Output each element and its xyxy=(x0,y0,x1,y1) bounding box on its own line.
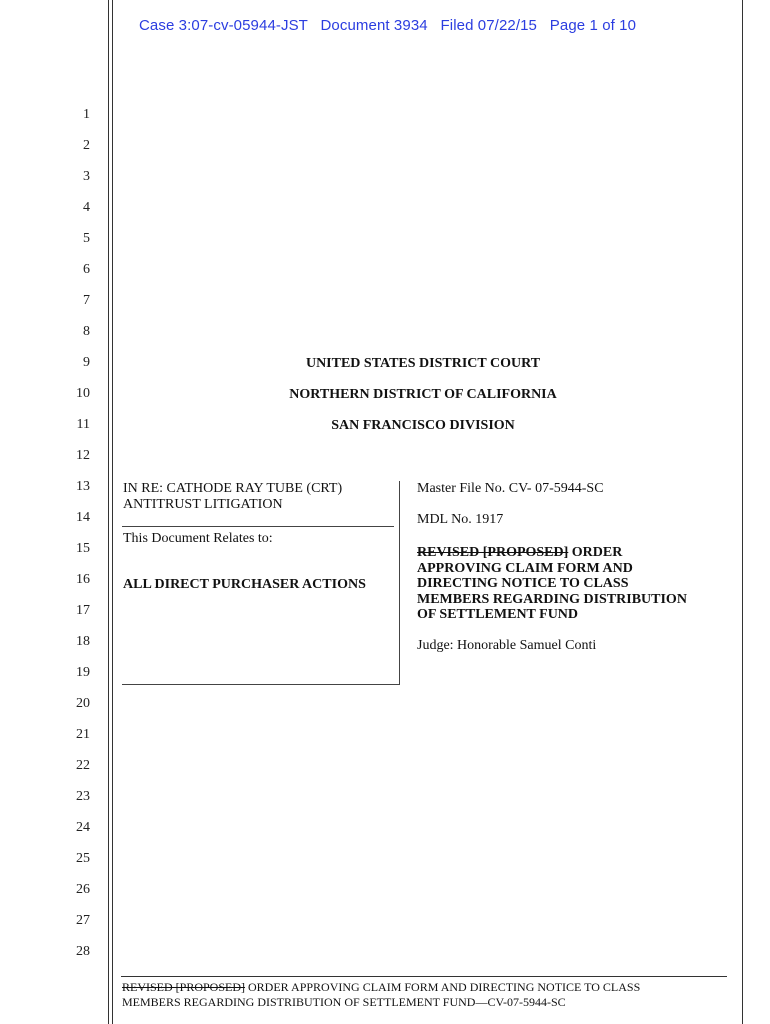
line-number: 28 xyxy=(76,944,90,959)
line-number: 18 xyxy=(76,634,90,649)
line-number: 1 xyxy=(83,107,90,122)
line-number: 10 xyxy=(76,386,90,401)
right-margin-rule xyxy=(742,0,743,1024)
struck-title-text: REVISED [PROPOSED] xyxy=(417,545,569,560)
footer-line-1-text: ORDER APPROVING CLAIM FORM AND DIRECTING NOTICE TO CLASS xyxy=(245,980,641,994)
related-actions: ALL DIRECT PURCHASER ACTIONS xyxy=(123,577,366,592)
line-number: 23 xyxy=(76,789,90,804)
document-title-line-2: APPROVING CLAIM FORM AND xyxy=(417,560,633,576)
line-number: 25 xyxy=(76,851,90,866)
line-number: 21 xyxy=(76,727,90,742)
line-number: 3 xyxy=(83,169,90,184)
ecf-filed-date: Filed 07/22/15 xyxy=(440,17,537,34)
footer-line-2: MEMBERS REGARDING DISTRIBUTION OF SETTLEMENT FUND—CV-07-5944-SC xyxy=(122,995,566,1009)
line-number: 27 xyxy=(76,913,90,928)
ecf-page-count: Page 1 of 10 xyxy=(549,17,637,34)
document-title-order: ORDER xyxy=(568,545,623,560)
line-number: 7 xyxy=(83,293,90,308)
line-number: 12 xyxy=(76,448,90,463)
line-number: 14 xyxy=(76,510,90,525)
ecf-case-number: Case 3:07-cv-05944-JST xyxy=(139,17,308,34)
footer-rule xyxy=(121,976,727,977)
caption-bottom-rule xyxy=(122,684,400,685)
line-number: 17 xyxy=(76,603,90,618)
line-number: 19 xyxy=(76,665,90,680)
document-title xyxy=(417,545,727,623)
line-number: 4 xyxy=(83,200,90,215)
mdl-number: MDL No. 1917 xyxy=(417,512,504,527)
line-number: 16 xyxy=(76,572,90,587)
line-number: 5 xyxy=(83,231,90,246)
footer-line-1 xyxy=(122,980,732,995)
line-number: 13 xyxy=(76,479,90,494)
document-title-line-5: OF SETTLEMENT FUND xyxy=(417,607,579,622)
case-title-line-1: IN RE: CATHODE RAY TUBE (CRT) xyxy=(123,481,343,496)
court-name: UNITED STATES DISTRICT COURT xyxy=(305,356,541,371)
line-number: 24 xyxy=(76,820,90,835)
case-title-line-2: ANTITRUST LITIGATION xyxy=(123,497,283,512)
footer-caption xyxy=(122,980,732,1010)
footer-struck-text: REVISED [PROPOSED] xyxy=(122,980,246,994)
court-division: SAN FRANCISCO DIVISION xyxy=(331,418,515,433)
line-number: 11 xyxy=(76,417,90,432)
document-title-line-4: MEMBERS REGARDING DISTRIBUTION xyxy=(417,591,687,607)
line-number: 15 xyxy=(76,541,90,556)
line-number: 20 xyxy=(76,696,90,711)
left-margin-rule xyxy=(108,0,109,1024)
ecf-filing-header xyxy=(139,17,636,34)
document-title-line-3: DIRECTING NOTICE TO CLASS xyxy=(417,576,629,591)
caption-vertical-rule xyxy=(399,481,400,685)
judge-name: Judge: Honorable Samuel Conti xyxy=(417,638,597,653)
master-file-number: Master File No. CV- 07-5944-SC xyxy=(417,481,604,496)
relates-to-label: This Document Relates to: xyxy=(123,531,273,546)
line-number: 22 xyxy=(76,758,90,773)
line-number: 6 xyxy=(83,262,90,277)
left-margin-rule-inner xyxy=(112,0,113,1024)
case-title xyxy=(123,481,342,513)
line-number: 9 xyxy=(83,355,90,370)
line-number: 8 xyxy=(83,324,90,339)
line-number: 26 xyxy=(76,882,90,897)
caption-divider xyxy=(122,526,394,527)
document-title-line-1 xyxy=(417,545,727,561)
court-district: NORTHERN DISTRICT OF CALIFORNIA xyxy=(289,387,557,402)
ecf-document-number: Document 3934 xyxy=(320,17,428,34)
line-number: 2 xyxy=(83,138,90,153)
